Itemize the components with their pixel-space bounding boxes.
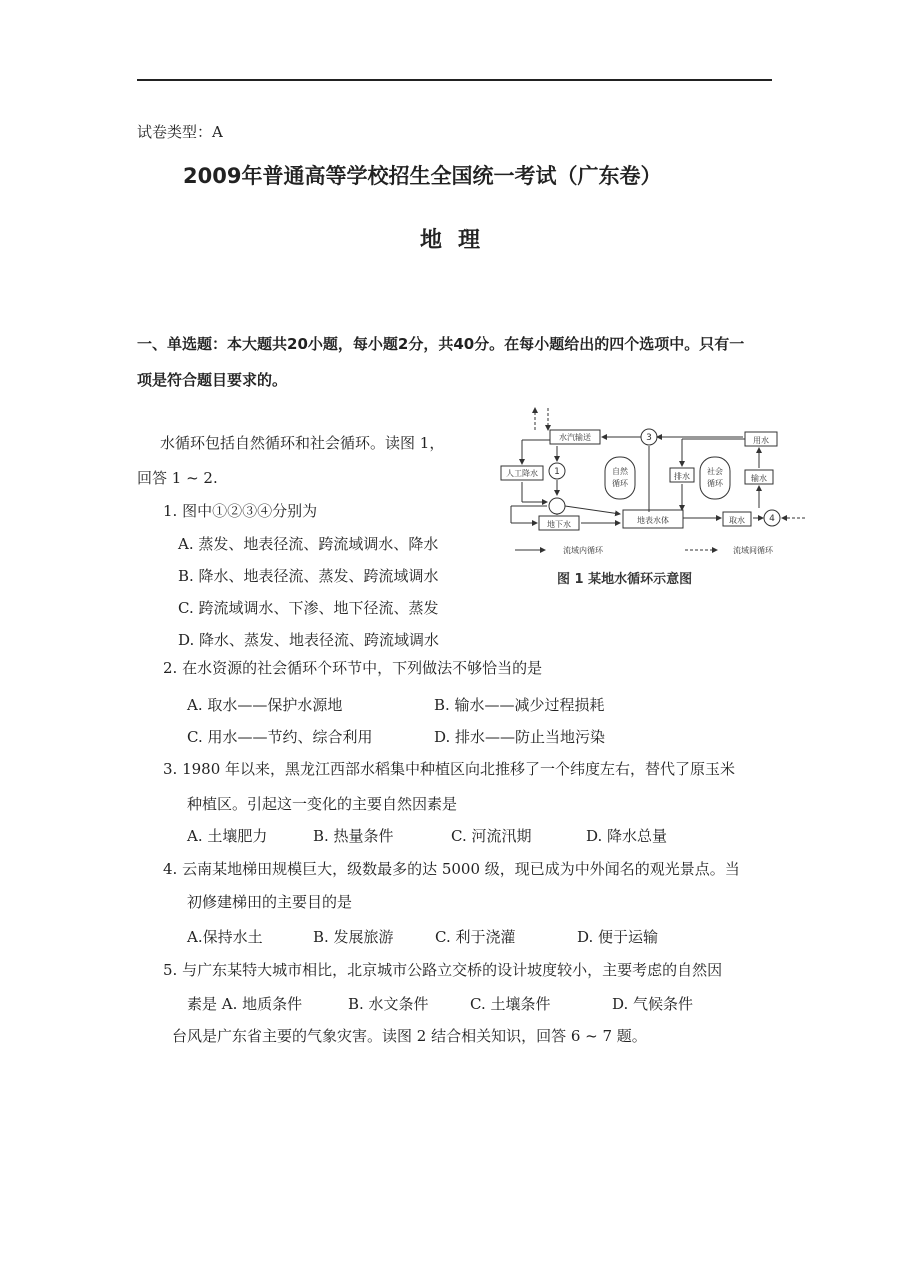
paper-type: 试卷类型：A [137,123,223,141]
q3-stem-line1: 3. 1980 年以来，黑龙江西部水稻集中种植区向北推移了一个纬度左右，替代了原玉米 [163,760,736,778]
q3-option-c: C. 河流汛期 [451,827,532,845]
label-vapor: 水汽输送 [559,433,591,442]
label-drain: 排水 [674,472,690,481]
q1-option-c: C. 跨流域调水、下渗、地下径流、蒸发 [178,599,439,617]
node-3-label: 3 [646,433,652,443]
figure1-caption: 图 1 某地水循环示意图 [557,572,693,587]
q2-option-d: D. 排水——防止当地污染 [434,728,606,746]
label-transport: 输水 [751,474,767,483]
q4-option-a: A.保持水土 [187,928,263,946]
label-social-cycle-1: 社会 [707,467,723,476]
q5-stem-line1: 5. 与广东某特大城市相比，北京城市公路立交桥的设计坡度较小，主要考虑的自然因 [163,961,723,979]
typhoon-intro: 台风是广东省主要的气象灾害。读图 2 结合相关知识，回答 6 ~ 7 题。 [172,1027,647,1045]
label-use: 用水 [753,436,769,445]
label-surface-water: 地表水体 [637,516,669,525]
q1-stem: 1. 图中①②③④分别为 [163,502,318,520]
natural-cycle-box [605,457,635,499]
legend-dashed-label: 流域间循环 [733,546,773,555]
label-social-cycle-2: 循环 [707,479,723,488]
q4-stem-line2: 初修建梯田的主要目的是 [187,893,353,911]
q2-option-a: A. 取水——保护水源地 [187,696,343,714]
exam-subject: 地理 [420,228,497,253]
q5-option-d: D. 气候条件 [612,995,694,1013]
header-rule [137,79,772,81]
node-4-label: 4 [769,514,775,524]
q3-option-b: B. 热量条件 [313,827,394,845]
node-1-label: 1 [554,467,560,477]
q2-option-b: B. 输水——减少过程损耗 [434,696,605,714]
q3-option-d: D. 降水总量 [586,827,668,845]
label-intake: 取水 [729,516,745,525]
q2-option-c: C. 用水——节约、综合利用 [187,728,373,746]
q3-option-a: A. 土壤肥力 [187,827,268,845]
q1-option-b: B. 降水、地表径流、蒸发、跨流域调水 [178,567,439,585]
q4-stem-line1: 4. 云南某地梯田规模巨大，级数最多的达 5000 级，现已成为中外闻名的观光景点。当 [163,860,740,878]
intro-line2: 回答 1 ~ 2. [137,469,218,487]
q4-option-b: B. 发展旅游 [313,928,394,946]
q4-option-d: D. 便于运输 [577,928,659,946]
label-artificial-rain: 人工降水 [506,469,538,478]
exam-title: 2009年普通高等学校招生全国统一考试（广东卷） [183,164,662,188]
social-cycle-box [700,457,730,499]
q5-option-b: B. 水文条件 [348,995,429,1013]
q2-stem: 2. 在水资源的社会循环个环节中，下列做法不够恰当的是 [163,659,543,677]
section-heading-line2: 项是符合题目要求的。 [137,371,288,389]
q5-option-c: C. 土壤条件 [470,995,551,1013]
intro-line1: 水循环包括自然循环和社会循环。读图 1， [160,434,445,452]
legend-solid-label: 流域内循环 [563,546,603,555]
q4-option-c: C. 利于浇灌 [435,928,516,946]
q5-stem-line2: 素是 A. 地质条件 [187,995,303,1013]
q1-option-d: D. 降水、蒸发、地表径流、跨流域调水 [178,631,440,649]
label-groundwater: 地下水 [547,520,571,529]
label-natural-cycle-1: 自然 [612,467,628,476]
q1-option-a: A. 蒸发、地表径流、跨流域调水、降水 [178,535,439,553]
section-heading-line1: 一、单选题：本大题共20小题，每小题2分，共40分。在每小题给出的四个选项中。只有一 [137,335,745,353]
label-natural-cycle-2: 循环 [612,479,628,488]
q3-stem-line2: 种植区。引起这一变化的主要自然因素是 [187,795,458,813]
water-cycle-diagram [495,402,815,592]
